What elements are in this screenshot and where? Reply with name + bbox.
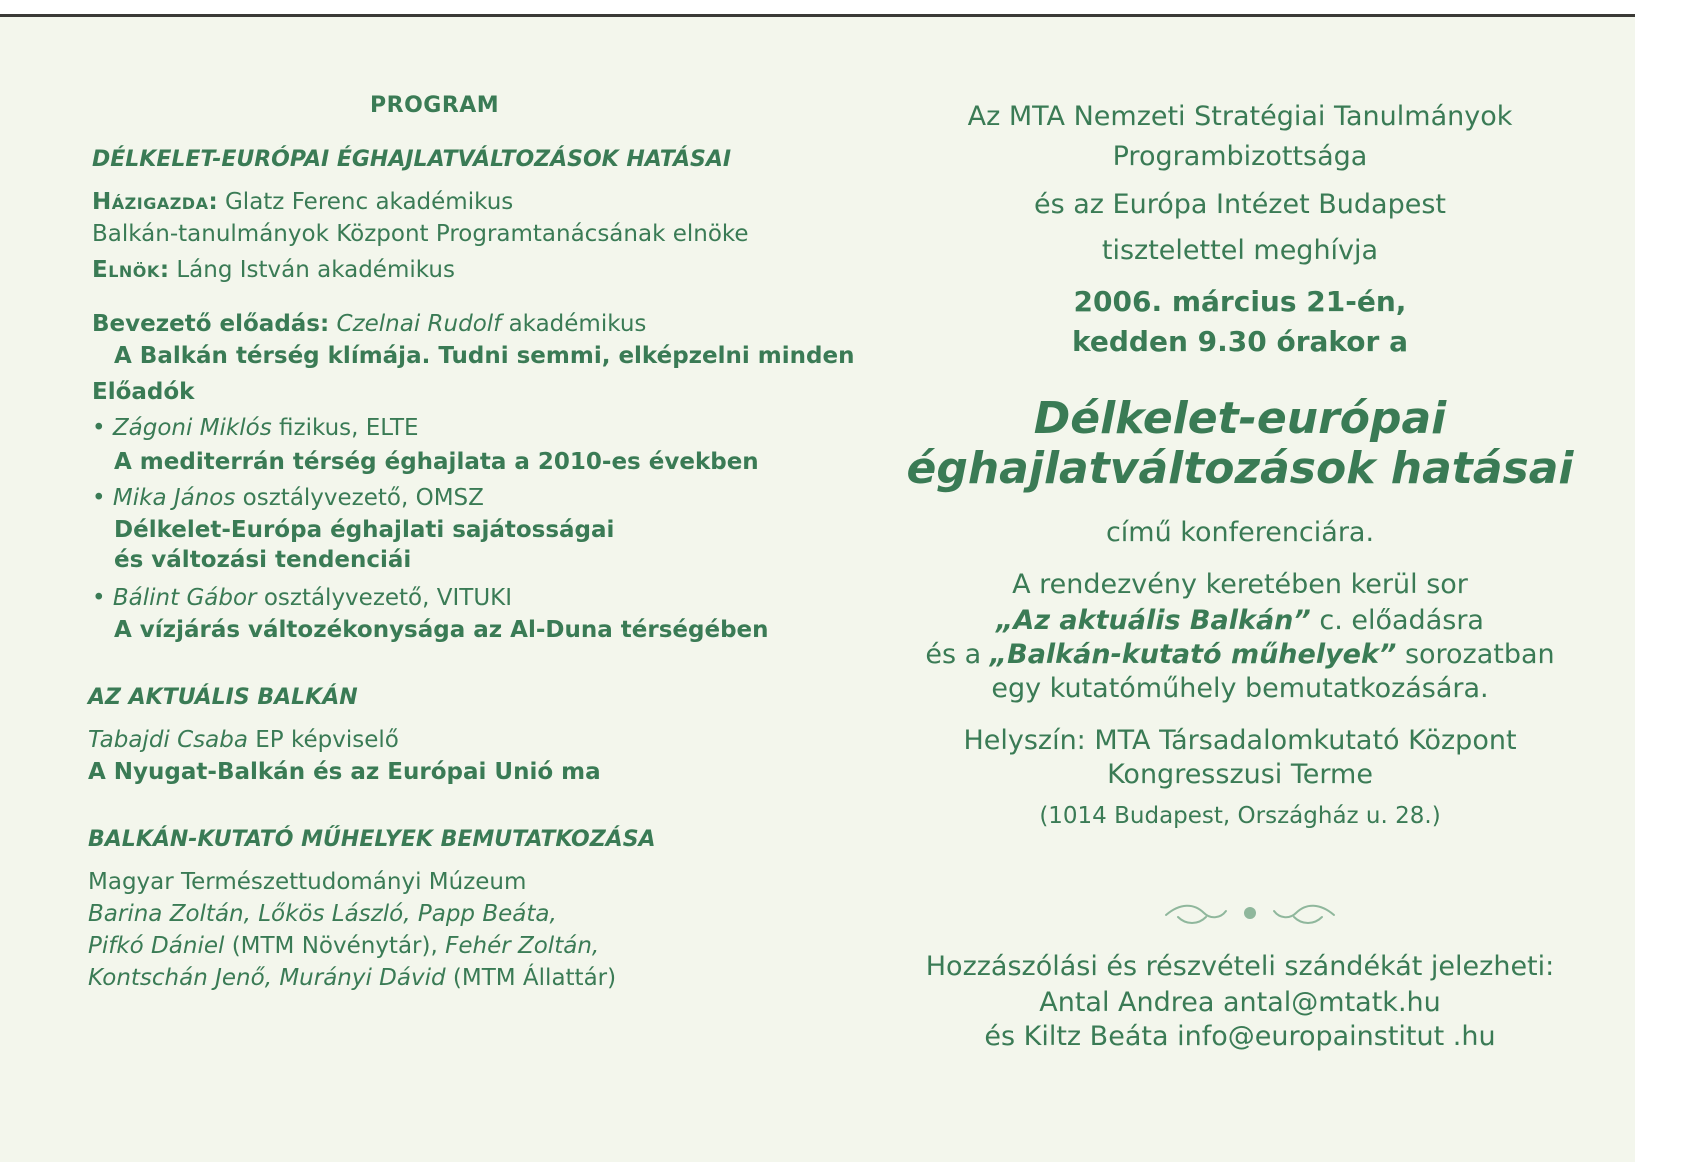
chair-name: Láng István akadémikus xyxy=(176,257,455,283)
conference-suffix: című konferenciára. xyxy=(1105,517,1375,548)
invite-text: tisztelettel meghívja xyxy=(1101,235,1379,266)
invitation-card xyxy=(0,14,1635,1162)
speaker-talk: A mediterrán térség éghajlata a 2010-es években xyxy=(114,449,759,475)
researchers-line: Kontschán Jenő, Murányi Dávid (MTM Állattár) xyxy=(88,965,617,991)
speaker-role: osztályvezető, VITUKI xyxy=(263,585,513,611)
researchers-line: Pifkó Dániel (MTM Növénytár), Fehér Zoltán, xyxy=(88,933,600,959)
event-time: kedden 9.30 órakor a xyxy=(1072,325,1408,358)
floral-ornament-icon xyxy=(1160,897,1340,931)
chair-line: ELNÖK: Láng István akadémikus xyxy=(92,257,455,283)
speaker-item xyxy=(92,481,484,515)
org-line: Programbizottsága xyxy=(1112,141,1368,172)
speaker-name: Bálint Gábor xyxy=(112,585,257,611)
speaker-name: Tabajdi Csaba xyxy=(88,727,248,753)
bullet: • xyxy=(92,585,106,611)
bullet: • xyxy=(92,485,106,511)
host-role: Balkán-tanulmányok Központ Programtanácsának elnöke xyxy=(92,221,749,247)
speaker-name: Mika János xyxy=(112,485,236,511)
speaker-item xyxy=(92,411,419,445)
speaker-talk: A vízjárás változékonysága az Al-Duna térségében xyxy=(114,617,769,643)
speaker-item xyxy=(92,581,512,615)
host-line: HÁZIGAZDA: Glatz Ferenc akadémikus xyxy=(92,189,514,215)
conference-title: éghajlatváltozások hatásai xyxy=(906,443,1574,494)
speaker-role: fizikus, ELTE xyxy=(279,415,419,441)
intro-line: Bevezető előadás: Czelnai Rudolf akadémikus xyxy=(92,311,647,337)
researchers-line: Barina Zoltán, Lőkös László, Papp Beáta, xyxy=(88,901,557,927)
section2-speaker-line xyxy=(88,723,399,757)
intro-speaker: Czelnai Rudolf xyxy=(336,311,502,337)
contact-line: Hozzászólási és részvételi szándékát jelezheti: xyxy=(925,951,1555,982)
speaker-name: Zágoni Miklós xyxy=(112,415,272,441)
contact-email-kiltz[interactable]: és Kiltz Beáta info@europainstitut .hu xyxy=(984,1021,1496,1052)
speaker-role: EP képviselő xyxy=(255,727,399,753)
event-line: egy kutatóműhely bemutatkozására. xyxy=(991,673,1489,704)
speaker-talk: Délkelet-Európa éghajlati sajátosságai xyxy=(114,517,615,543)
section2-talk: A Nyugat-Balkán és az Európai Unió ma xyxy=(88,759,601,785)
contact-email-antal[interactable]: Antal Andrea antal@mtatk.hu xyxy=(1039,987,1441,1018)
venue-line: Helyszín: MTA Társadalomkutató Központ xyxy=(963,725,1517,756)
intro-talk: A Balkán térség klímája. Tudni semmi, elképzelni minden xyxy=(114,343,855,369)
section-title-balkan: AZ AKTUÁLIS BALKÁN xyxy=(88,685,358,710)
event-line: és a „Balkán-kutató műhelyek” sorozatban xyxy=(925,639,1555,670)
venue-line: Kongresszusi Terme xyxy=(1107,759,1373,790)
bullet: • xyxy=(92,415,106,441)
event-date: 2006. március 21-én, xyxy=(1073,285,1407,318)
host-name: Glatz Ferenc akadémikus xyxy=(224,189,514,215)
speakers-label: Előadók xyxy=(92,379,195,405)
venue-address: (1014 Budapest, Országház u. 28.) xyxy=(1039,803,1441,829)
section-title-workshops: BALKÁN-KUTATÓ MŰHELYEK BEMUTATKOZÁSA xyxy=(88,827,656,852)
conference-title: Délkelet-európai xyxy=(1033,393,1447,444)
speaker-talk: és változási tendenciái xyxy=(114,547,412,573)
scan-margin xyxy=(0,0,1700,14)
program-heading: PROGRAM xyxy=(370,93,500,118)
event-line: A rendezvény keretében kerül sor xyxy=(1012,569,1468,600)
org-line: és az Európa Intézet Budapest xyxy=(1034,189,1446,220)
section-title-climate: DÉLKELET-EURÓPAI ÉGHAJLATVÁLTOZÁSOK HATÁSAI xyxy=(92,147,732,172)
org-line: Az MTA Nemzeti Stratégiai Tanulmányok xyxy=(967,101,1513,132)
event-line: „Az aktuális Balkán” c. előadásra xyxy=(996,605,1484,636)
speaker-role: osztályvezető, OMSZ xyxy=(242,485,484,511)
institution: Magyar Természettudományi Múzeum xyxy=(88,869,527,895)
